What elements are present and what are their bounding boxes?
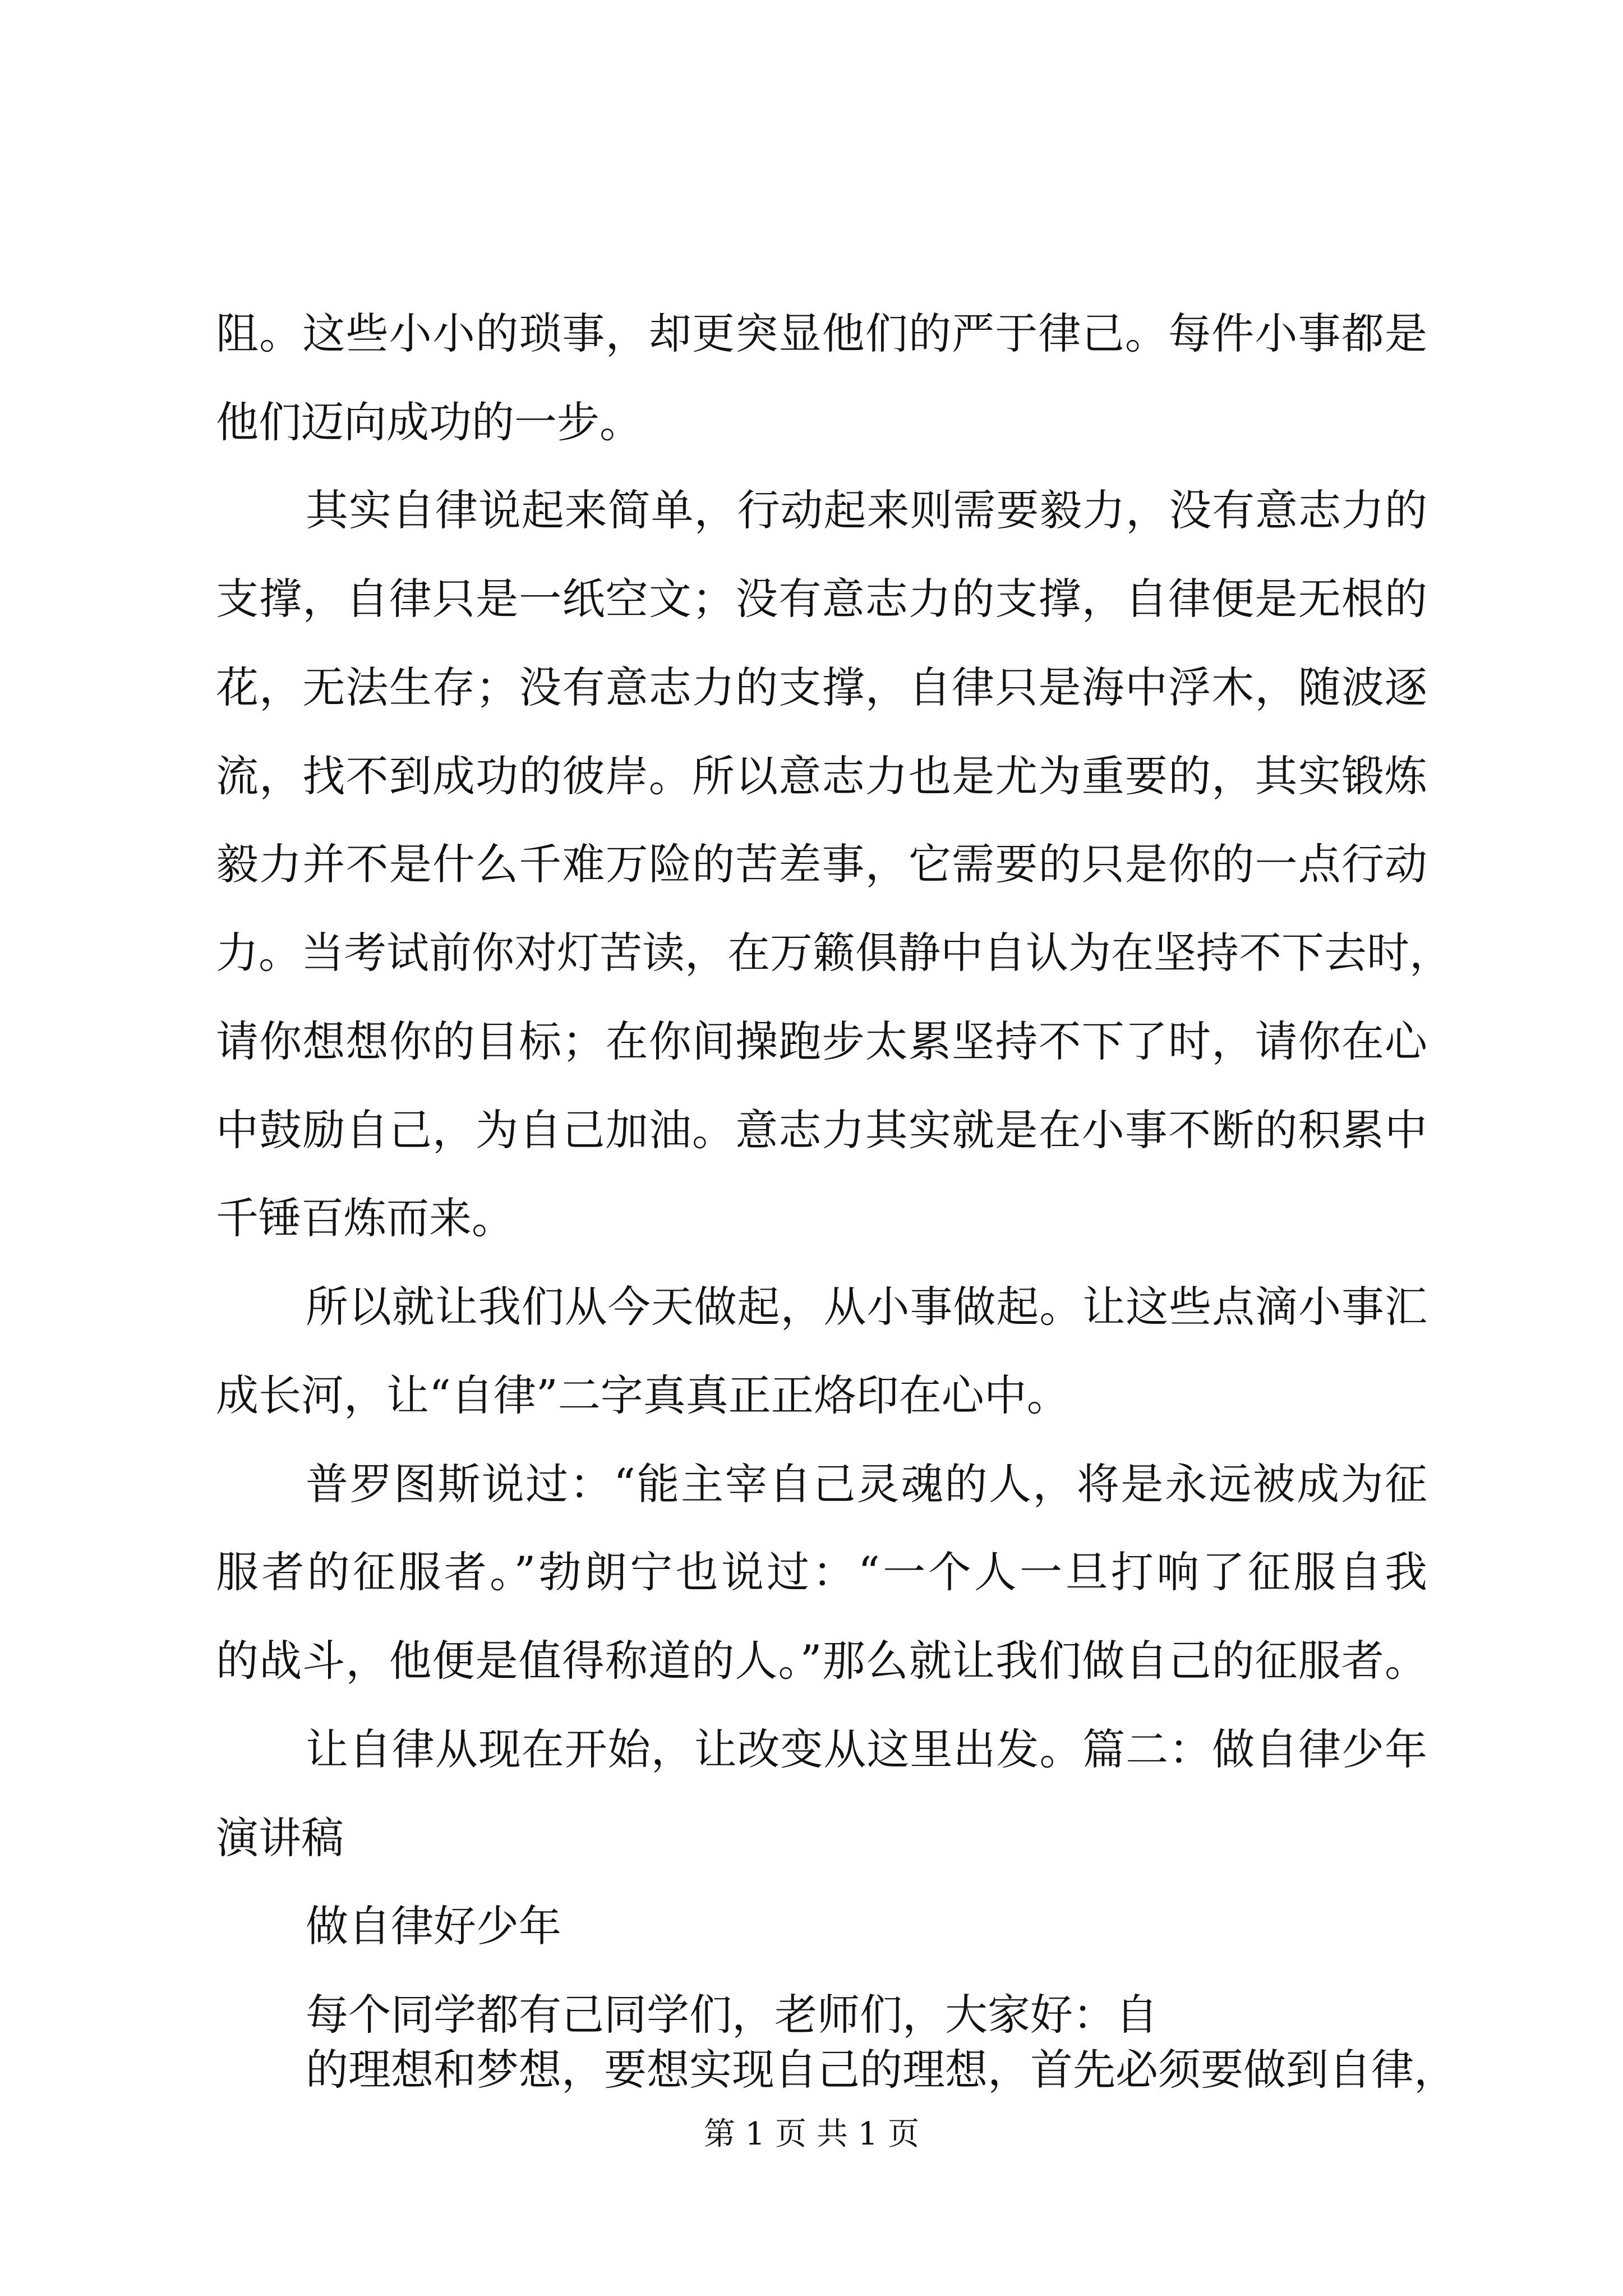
text-line: 他们迈向成功的一步。 — [216, 397, 642, 447]
text-line: 的战斗，他便是值得称道的人。”那么就让我们做自己的征服者。 — [216, 1636, 1427, 1686]
text-line: 力。当考试前你对灯苦读，在万籁俱静中自认为在坚持不下去时， — [216, 928, 1452, 978]
text-line: 的理想和梦想，要想实现自己的理想，首先必须要做到自律， — [306, 2045, 1456, 2095]
page-number-footer: 第 1 页 共 1 页 — [703, 2116, 920, 2152]
text-line: 千锤百炼而来。 — [216, 1193, 514, 1243]
text-line: 花，无法生存；没有意志力的支撑，自律只是海中浮木，随波逐 — [216, 662, 1427, 712]
text-line: 演讲稿 — [216, 1813, 344, 1863]
text-line: 支撑，自律只是一纸空文；没有意志力的支撑，自律便是无根的 — [216, 574, 1427, 624]
text-line: 让自律从现在开始，让改变从这里出发。篇二：做自律少年 — [306, 1724, 1427, 1774]
text-line: 普罗图斯说过：“能主宰自己灵魂的人，将是永远被成为征 — [306, 1459, 1427, 1509]
text-line: 所以就让我们从今天做起，从小事做起。让这些点滴小事汇 — [306, 1282, 1427, 1332]
section-heading: 做自律好少年 — [306, 1901, 561, 1951]
text-line: 流，找不到成功的彼岸。所以意志力也是尤为重要的，其实锻炼 — [216, 751, 1427, 801]
text-line: 其实自律说起来简单，行动起来则需要毅力，没有意志力的 — [306, 485, 1427, 535]
text-line: 服者的征服者。”勃朗宁也说过：“一个人一旦打响了征服自我 — [216, 1547, 1427, 1597]
text-line: 成长河，让“自律”二字真真正正烙印在心中。 — [216, 1370, 1069, 1420]
text-line: 每个同学都有己同学们，老师们，大家好：自 — [306, 1990, 1158, 2040]
text-line: 中鼓励自己，为自己加油。意志力其实就是在小事不断的积累中 — [216, 1105, 1427, 1155]
text-line: 请你想想你的目标；在你间操跑步太累坚持不下了时，请你在心 — [216, 1016, 1427, 1066]
text-line: 阻。这些小小的琐事，却更突显他们的严于律己。每件小事都是 — [216, 309, 1427, 358]
text-line: 毅力并不是什么千难万险的苦差事，它需要的只是你的一点行动 — [216, 839, 1427, 889]
